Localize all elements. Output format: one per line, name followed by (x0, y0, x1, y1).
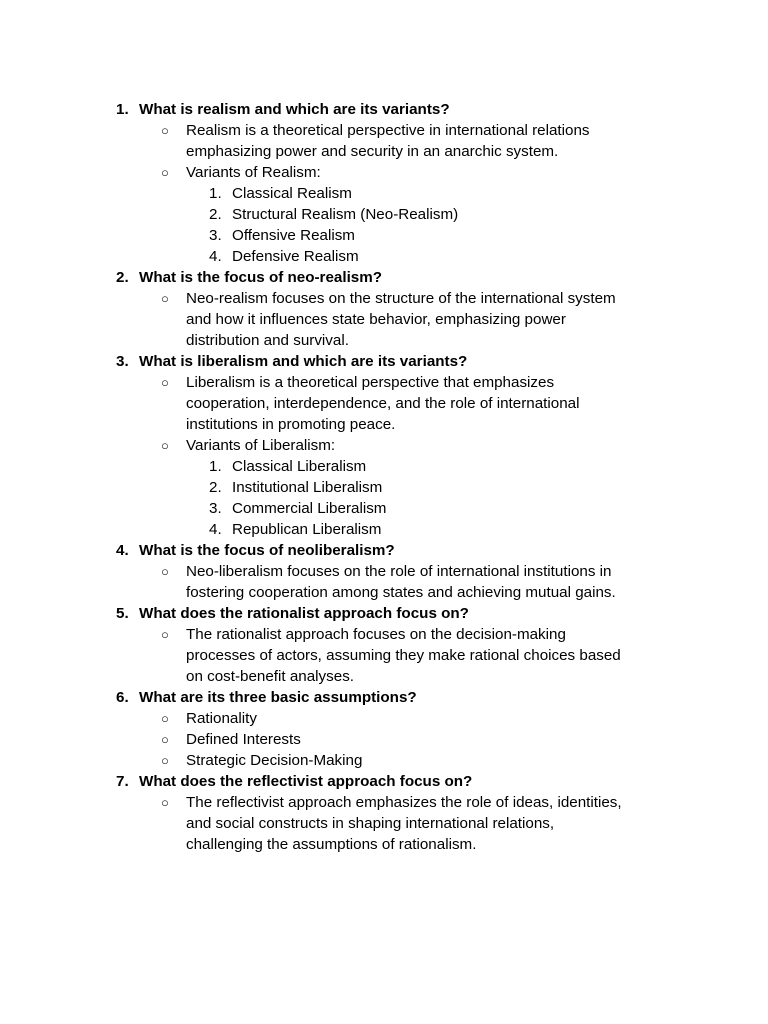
sub-list-item (0, 477, 768, 498)
question-number: 3. (116, 353, 129, 370)
bullet-text-line: Liberalism is a theoretical perspective that emphasizes (186, 374, 555, 391)
question-number: 1. (116, 101, 129, 118)
bullet-item (0, 729, 676, 750)
bullet-text-line: processes of actors, assuming they make rational choices based (186, 647, 621, 664)
bullet-text-line: fostering cooperation among states and achieving mutual gains. (186, 584, 616, 601)
sub-item-number: 3. (209, 500, 222, 517)
bullet-circle-icon: ○ (161, 564, 169, 579)
bullet-text-line: The reflectivist approach emphasizes the role of ideas, identities, (186, 794, 622, 811)
sub-item-text: Defensive Realism (232, 248, 359, 265)
question-number: 5. (116, 605, 129, 622)
sub-item-text: Offensive Realism (232, 227, 355, 244)
question-title: What is the focus of neoliberalism? (139, 542, 395, 559)
question-heading (0, 687, 768, 708)
question-number: 4. (116, 542, 129, 559)
bullet-circle-icon: ○ (161, 123, 169, 138)
bullet-text-line: Rationality (186, 710, 257, 727)
bullet-text-line: distribution and survival. (186, 332, 349, 349)
bullet-text-line: and social constructs in shaping international relations, (186, 815, 555, 832)
sub-list-item (0, 456, 768, 477)
sub-item-text: Republican Liberalism (232, 521, 382, 538)
sub-list-item (0, 519, 768, 540)
bullet-text-line: Strategic Decision-Making (186, 752, 363, 769)
bullet-circle-icon: ○ (161, 711, 169, 726)
bullet-text-line: Realism is a theoretical perspective in international relations (186, 122, 590, 139)
bullet-item (0, 288, 676, 351)
question-heading (0, 603, 768, 624)
question-heading (0, 99, 768, 120)
bullet-text-line: emphasizing power and security in an anarchic system. (186, 143, 559, 160)
bullet-text-line: Defined Interests (186, 731, 301, 748)
sub-list-item (0, 498, 768, 519)
bullet-item (0, 120, 676, 162)
question-number: 2. (116, 269, 129, 286)
bullet-text-line: Variants of Realism: (186, 164, 321, 181)
bullet-text-line: Neo-liberalism focuses on the role of international institutions in (186, 563, 612, 580)
bullet-item (0, 750, 676, 771)
sub-list-item (0, 183, 768, 204)
bullet-circle-icon: ○ (161, 753, 169, 768)
bullet-circle-icon: ○ (161, 438, 169, 453)
sub-item-text: Institutional Liberalism (232, 479, 383, 496)
question-number: 6. (116, 689, 129, 706)
sub-item-number: 4. (209, 521, 222, 538)
bullet-text-line: and how it influences state behavior, emphasizing power (186, 311, 566, 328)
bullet-circle-icon: ○ (161, 165, 169, 180)
sub-item-text: Commercial Liberalism (232, 500, 387, 517)
bullet-item (0, 561, 676, 603)
sub-item-text: Classical Liberalism (232, 458, 367, 475)
question-heading (0, 540, 768, 561)
bullet-text-line: The rationalist approach focuses on the decision-making (186, 626, 566, 643)
bullet-item (0, 708, 676, 729)
question-heading (0, 267, 768, 288)
bullet-item (0, 792, 676, 855)
bullet-text-line: on cost-benefit analyses. (186, 668, 355, 685)
bullet-circle-icon: ○ (161, 375, 169, 390)
sub-item-number: 1. (209, 185, 222, 202)
question-title: What are its three basic assumptions? (139, 689, 417, 706)
sub-item-text: Classical Realism (232, 185, 352, 202)
sub-item-number: 3. (209, 227, 222, 244)
sub-item-number: 2. (209, 206, 222, 223)
sub-list-item (0, 204, 768, 225)
question-heading (0, 351, 768, 372)
bullet-item (0, 372, 676, 435)
sub-list-item (0, 225, 768, 246)
bullet-text-line: institutions in promoting peace. (186, 416, 396, 433)
question-title: What does the rationalist approach focus on? (139, 605, 469, 622)
bullet-circle-icon: ○ (161, 627, 169, 642)
bullet-circle-icon: ○ (161, 732, 169, 747)
question-title: What is realism and which are its variants? (139, 101, 450, 118)
bullet-item (0, 435, 676, 456)
sub-list-item (0, 246, 768, 267)
sub-item-number: 2. (209, 479, 222, 496)
bullet-text-line: challenging the assumptions of rationalism. (186, 836, 477, 853)
question-number: 7. (116, 773, 129, 790)
sub-item-text: Structural Realism (Neo-Realism) (232, 206, 459, 223)
sub-item-number: 4. (209, 248, 222, 265)
question-title: What is liberalism and which are its variants? (139, 353, 468, 370)
bullet-circle-icon: ○ (161, 291, 169, 306)
bullet-item (0, 624, 676, 687)
question-title: What is the focus of neo-realism? (139, 269, 383, 286)
bullet-text-line: Variants of Liberalism: (186, 437, 336, 454)
bullet-item (0, 162, 676, 183)
bullet-circle-icon: ○ (161, 795, 169, 810)
sub-item-number: 1. (209, 458, 222, 475)
question-heading (0, 771, 768, 792)
bullet-text-line: Neo-realism focuses on the structure of the international system (186, 290, 616, 307)
bullet-text-line: cooperation, interdependence, and the role of international (186, 395, 580, 412)
document-body (0, 99, 768, 855)
question-title: What does the reflectivist approach focus on? (139, 773, 473, 790)
